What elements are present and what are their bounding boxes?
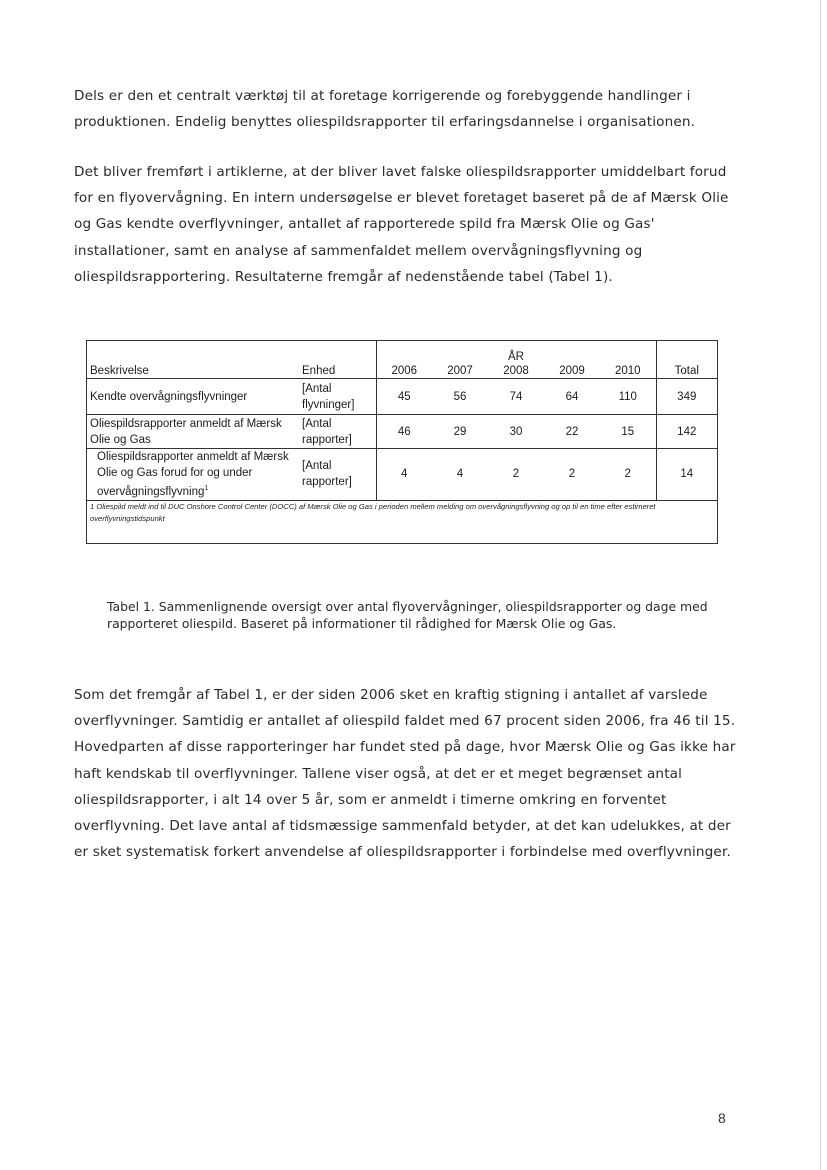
row-unit: [Antal rapporter] [299,449,376,501]
row-value: 4 [376,449,432,501]
year-group-header: ÅR [376,341,656,363]
row-value: 2 [488,449,544,501]
table-row [87,415,717,449]
row-unit: [Antal flyvninger] [302,382,355,411]
header-year: 2008 [488,363,544,379]
paragraph-intro: Dels er den et centralt værktøj til at foretage korrigerende og forebyggende handlinger i produktionen. Endelig benyttes oliespildsrapporter til erfaringsdannelse i organisationen. [74,88,696,131]
row-value: 22 [544,415,600,449]
header-total: Total [656,363,717,379]
row-total: 349 [656,379,717,415]
header-unit: Enhed [299,363,376,379]
row-total: 14 [656,449,717,501]
row-value: 4 [432,449,488,501]
header-year: 2007 [432,363,488,379]
row-value: 45 [376,379,432,415]
blank-cell [656,341,717,363]
page-edge-line [820,0,821,1170]
row-value: 15 [600,415,656,449]
table-footnote: 1 Oliespild meldt ind til DUC Onshore Control Center (DOCC) af Mærsk Olie og Gas i perioden mellem melding om overvågningsflyvning og op til en time efter estimeret overflyvningstidspunkt [87,500,717,525]
row-description: Kendte overvågningsflyvninger [90,390,248,403]
row-value: 29 [432,415,488,449]
footnote-mark: 1 [204,485,209,492]
row-value: 64 [565,390,579,403]
paragraph-conclusion: Som det fremgår af Tabel 1, er der siden 2006 sket en kraftig stigning i antallet af varslede overflyvninger. Samtidig er antallet af oliespild faldet med 67 procent siden 2006, fra 46 til 15. Hovedparten af disse rapporteringer har fundet sted på dage, hvor Mærsk Olie og Gas ikke har haft kendskab til overflyvninger. Tallene viser også, at det er et meget begrænset antal oliespildsrapporter, i alt 14 over 5 år, som er anmeldt i timerne omkring en forventet overflyvning. Det lave antal af tidsmæssige sammenfald betyder, at det kan udelukkes, at der er sket systematisk forkert anvendelse af oliespildsrapporter i forbindelse med overflyvninger. [74,687,736,861]
row-description [87,449,299,501]
header-description: Beskrivelse [87,363,299,379]
row-value: 46 [376,415,432,449]
page-number: 8 [718,1110,726,1126]
blank-cell [299,341,376,363]
row-value: 110 [618,390,637,403]
row-unit: [Antal rapporter] [299,415,376,449]
row-description-text: Oliespildsrapporter anmeldt af Mærsk Olie og Gas forud for og under overvågningsflyvning [97,451,289,498]
paragraph-investigation: Det bliver fremført i artiklerne, at der bliver lavet falske oliespildsrapporter umiddelbart forud for en flyovervågning. En intern undersøgelse er blevet foretaget baseret på de af Mærsk Olie og Gas kendte overflyvninger, antallet af rapporterede spild fra Mærsk Olie og Gas' installationer, samt en analyse af sammenfaldet mellem overvågningsflyvning og oliespildsrapportering. Resultaterne fremgår af nedenstående tabel (Tabel 1). [74,164,729,285]
row-value: 2 [544,449,600,501]
header-year: 2006 [376,363,432,379]
results-table [86,340,718,544]
blank-cell [87,341,299,363]
header-year: 2010 [600,363,656,379]
table-row [87,379,717,415]
header-year: 2009 [544,363,600,379]
row-total: 142 [656,415,717,449]
table-row [87,449,717,501]
row-value: 56 [453,390,467,403]
row-value: 30 [488,415,544,449]
table-caption: Tabel 1. Sammenlignende oversigt over antal flyovervågninger, oliespildsrapporter og dage med rapporteret oliespild. Baseret på informationer til rådighed for Mærsk Olie og Gas. [107,599,708,631]
row-value: 2 [600,449,656,501]
row-value: 74 [509,390,523,403]
row-description: Oliespildsrapporter anmeldt af Mærsk Olie og Gas [87,415,299,449]
